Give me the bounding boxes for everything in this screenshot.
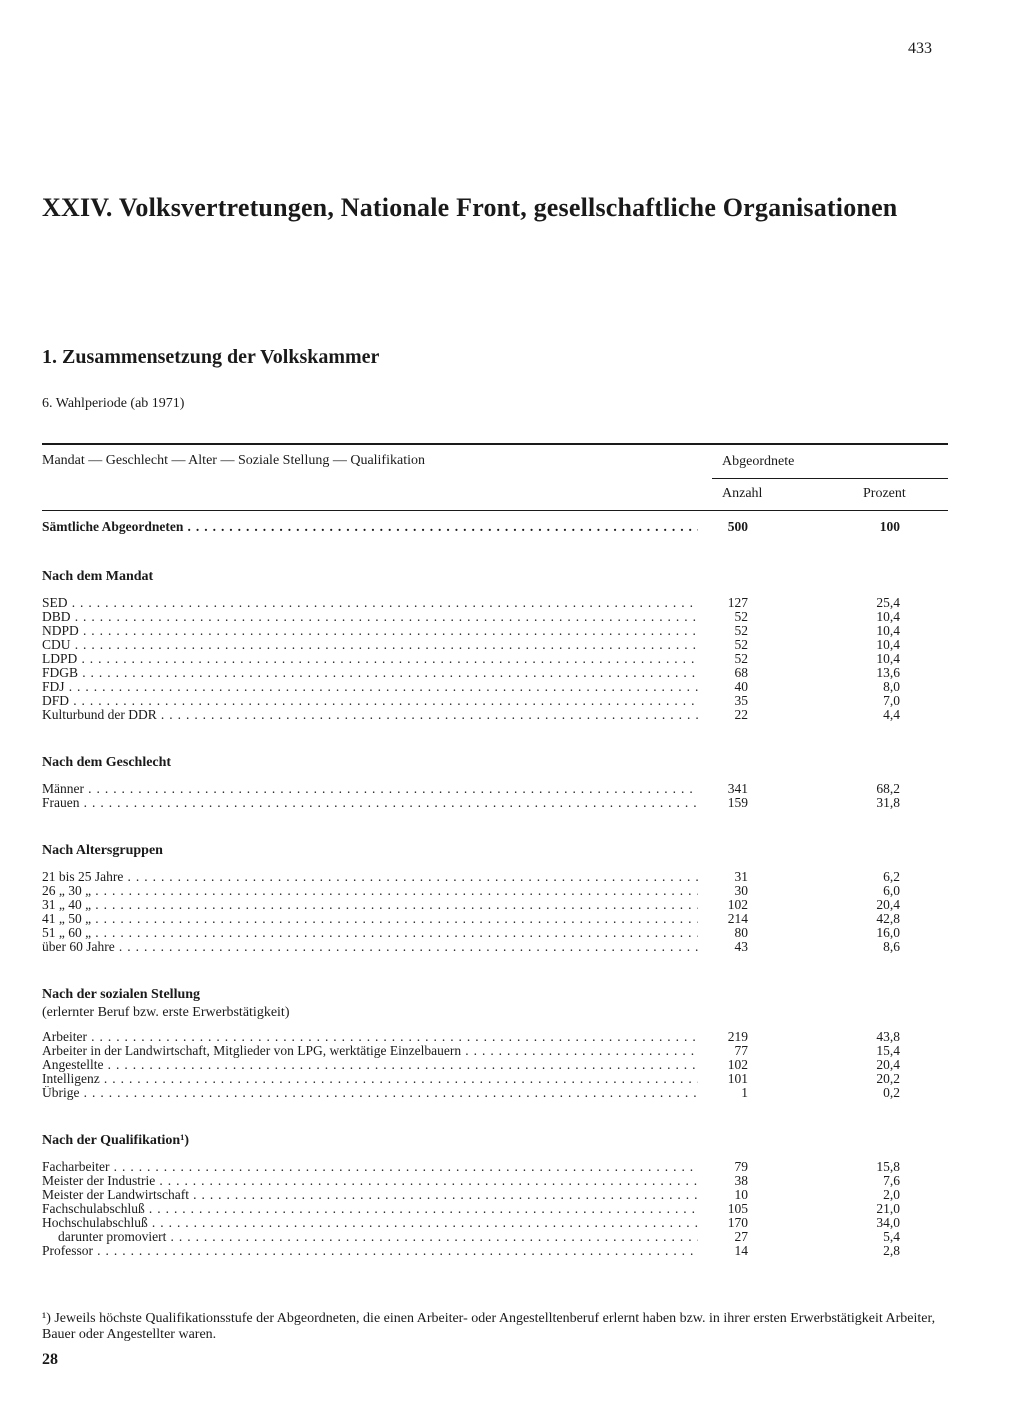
- row-percent: 15,4: [876, 1043, 900, 1058]
- table-row: [42, 1230, 948, 1244]
- group-heading-spacer: [42, 588, 948, 596]
- row-label: 51 „ 60 „ . . .: [42, 926, 698, 940]
- table-groups: [42, 536, 948, 1258]
- row-label: über 60 Jahre . . .: [42, 940, 698, 954]
- row-percent: 25,4: [876, 595, 900, 610]
- group-heading: Nach dem Mandat: [42, 569, 154, 584]
- row-percent: 10,4: [876, 623, 900, 638]
- row-label: 21 bis 25 Jahre . . .: [42, 870, 698, 884]
- table-row: [42, 884, 948, 898]
- table-top-rule: [42, 443, 948, 445]
- row-label: Intelligenz . . .: [42, 1072, 698, 1086]
- row-percent: 15,8: [876, 1159, 900, 1174]
- row-label: Professor . . .: [42, 1244, 698, 1258]
- table-row: [42, 694, 948, 708]
- table-row: [42, 624, 948, 638]
- row-count: 102: [727, 897, 748, 912]
- table-row: [42, 1086, 948, 1100]
- column-header-count: Anzahl: [722, 486, 763, 501]
- row-count: 102: [727, 1057, 748, 1072]
- row-percent: 31,8: [876, 795, 900, 810]
- row-label: SED . . .: [42, 596, 698, 610]
- row-count: 22: [734, 707, 748, 722]
- column-header-group: Abgeordnete: [722, 454, 795, 469]
- row-percent: 7,6: [883, 1173, 900, 1188]
- row-percent: 4,4: [883, 707, 900, 722]
- table-row: [42, 596, 948, 610]
- row-count: 30: [734, 883, 748, 898]
- column-header-percent: Prozent: [863, 486, 906, 501]
- row-label: Facharbeiter . . .: [42, 1160, 698, 1174]
- group-spacer: [42, 810, 948, 840]
- table-row: [42, 1072, 948, 1086]
- row-percent: 13,6: [876, 665, 900, 680]
- row-count: 341: [727, 781, 748, 796]
- row-percent: 5,4: [883, 1229, 900, 1244]
- row-count: 170: [727, 1215, 748, 1230]
- table-row: [42, 1030, 948, 1044]
- row-percent: 10,4: [876, 637, 900, 652]
- table-row: [42, 870, 948, 884]
- table-row: [42, 708, 948, 722]
- row-count: 214: [727, 911, 748, 926]
- group-heading-spacer: [42, 1022, 948, 1030]
- row-count: 31: [734, 869, 748, 884]
- row-label: Meister der Landwirtschaft . . .: [42, 1188, 698, 1202]
- table-row: [42, 1160, 948, 1174]
- row-label: LDPD . . .: [42, 652, 698, 666]
- group-spacer: [42, 954, 948, 984]
- row-percent: 0,2: [883, 1085, 900, 1100]
- row-label: DFD . . .: [42, 694, 698, 708]
- row-percent: 42,8: [876, 911, 900, 926]
- table-row: [42, 1174, 948, 1188]
- row-count: 52: [734, 609, 748, 624]
- row-percent: 20,2: [876, 1071, 900, 1086]
- table-row-total: [42, 518, 948, 536]
- row-label: CDU . . .: [42, 638, 698, 652]
- row-label: 41 „ 50 „ . . .: [42, 912, 698, 926]
- row-percent: 34,0: [876, 1215, 900, 1230]
- row-count: 52: [734, 623, 748, 638]
- row-percent: 16,0: [876, 925, 900, 940]
- row-percent: 7,0: [883, 693, 900, 708]
- row-count: 1: [741, 1085, 748, 1100]
- table-body: [42, 518, 948, 1258]
- row-percent: 2,0: [883, 1187, 900, 1202]
- section-title: 1. Zusammensetzung der Volkskammer: [42, 346, 380, 368]
- row-count: 52: [734, 637, 748, 652]
- table-row: [42, 638, 948, 652]
- row-label: Männer . . .: [42, 782, 698, 796]
- table-row: [42, 1202, 948, 1216]
- table-row: [42, 926, 948, 940]
- section-subtitle: 6. Wahlperiode (ab 1971): [42, 396, 185, 411]
- group-heading-spacer: [42, 862, 948, 870]
- row-percent: 6,2: [883, 869, 900, 884]
- row-label: Angestellte . . .: [42, 1058, 698, 1072]
- row-percent: 20,4: [876, 1057, 900, 1072]
- group-heading: Nach der sozialen Stellung: [42, 987, 201, 1002]
- page-number: 433: [908, 40, 932, 57]
- row-count: 127: [727, 595, 748, 610]
- row-label: Arbeiter . . .: [42, 1030, 698, 1044]
- row-label: NDPD . . .: [42, 624, 698, 638]
- row-percent: 8,6: [883, 939, 900, 954]
- row-count: 38: [734, 1173, 748, 1188]
- row-count: 40: [734, 679, 748, 694]
- row-label: Kulturbund der DDR . . .: [42, 708, 698, 722]
- column-group-rule: [712, 478, 948, 479]
- footnote: ¹) Jeweils höchste Qualifikationsstufe der Abgeordneten, die einen Arbeiter- oder Angestelltenberuf erlernt haben bzw. in ihrer ersten Erwerbstätigkeit Arbeiter, Bauer oder Angestellter waren.: [42, 1311, 936, 1342]
- row-label: Arbeiter in der Landwirtschaft, Mitglieder von LPG, werktätige Einzelbauern . . .: [42, 1044, 698, 1058]
- table-row: [42, 796, 948, 810]
- chapter-title: XXIV. Volksvertretungen, Nationale Front, gesellschaftliche Organisationen: [42, 193, 898, 222]
- row-count: 27: [734, 1229, 748, 1244]
- group-spacer: [42, 536, 948, 566]
- row-percent: 8,0: [883, 679, 900, 694]
- table-row: [42, 898, 948, 912]
- row-percent: 6,0: [883, 883, 900, 898]
- row-count: 79: [734, 1159, 748, 1174]
- row-count: 105: [727, 1201, 748, 1216]
- group-spacer: [42, 722, 948, 752]
- table-row: [42, 1244, 948, 1258]
- column-header-category: Mandat — Geschlecht — Alter — Soziale Stellung — Qualifikation: [42, 453, 425, 468]
- table-row: [42, 1058, 948, 1072]
- row-count: 80: [734, 925, 748, 940]
- row-count: 43: [734, 939, 748, 954]
- row-count: 35: [734, 693, 748, 708]
- row-label: Hochschulabschluß . . .: [42, 1216, 698, 1230]
- group-note: (erlernter Beruf bzw. erste Erwerbstätigkeit): [42, 1005, 290, 1020]
- row-label: darunter promoviert . . .: [58, 1230, 698, 1244]
- row-label: Sämtliche Abgeordneten . . .: [42, 518, 698, 536]
- table-row: [42, 666, 948, 680]
- table-row: [42, 782, 948, 796]
- row-label: Frauen . . .: [42, 796, 698, 810]
- sheet-number: 28: [42, 1351, 58, 1368]
- row-count: 77: [734, 1043, 748, 1058]
- row-count: 14: [734, 1243, 748, 1258]
- row-percent: 43,8: [876, 1029, 900, 1044]
- row-label: 26 „ 30 „ . . .: [42, 884, 698, 898]
- group-heading-spacer: [42, 774, 948, 782]
- group-heading-spacer: [42, 1152, 948, 1160]
- table-row: [42, 1044, 948, 1058]
- table-row: [42, 1216, 948, 1230]
- group-spacer: [42, 1100, 948, 1130]
- row-label: Übrige . . .: [42, 1086, 698, 1100]
- row-percent: 20,4: [876, 897, 900, 912]
- row-percent: 21,0: [876, 1201, 900, 1216]
- row-label: FDJ . . .: [42, 680, 698, 694]
- row-percent: 68,2: [876, 781, 900, 796]
- row-count: 10: [734, 1187, 748, 1202]
- table-row: [42, 912, 948, 926]
- table-row: [42, 1188, 948, 1202]
- row-label: DBD . . .: [42, 610, 698, 624]
- row-count: 52: [734, 651, 748, 666]
- row-percent: 10,4: [876, 609, 900, 624]
- group-heading: Nach der Qualifikation¹): [42, 1133, 190, 1148]
- table-row: [42, 610, 948, 624]
- table-row: [42, 680, 948, 694]
- row-percent: 2,8: [883, 1243, 900, 1258]
- group-heading: Nach Altersgruppen: [42, 843, 163, 858]
- table-row: [42, 940, 948, 954]
- row-count: 219: [727, 1029, 748, 1044]
- table-header-rule: [42, 510, 948, 511]
- row-label: 31 „ 40 „ . . .: [42, 898, 698, 912]
- row-label: Fachschulabschluß . . .: [42, 1202, 698, 1216]
- row-percent: 100: [879, 519, 900, 534]
- table-row: [42, 652, 948, 666]
- row-percent: 10,4: [876, 651, 900, 666]
- row-count: 159: [727, 795, 748, 810]
- row-count: 68: [734, 665, 748, 680]
- row-count: 500: [727, 519, 748, 534]
- group-heading: Nach dem Geschlecht: [42, 755, 172, 770]
- row-count: 101: [727, 1071, 748, 1086]
- row-label: FDGB . . .: [42, 666, 698, 680]
- row-label: Meister der Industrie . . .: [42, 1174, 698, 1188]
